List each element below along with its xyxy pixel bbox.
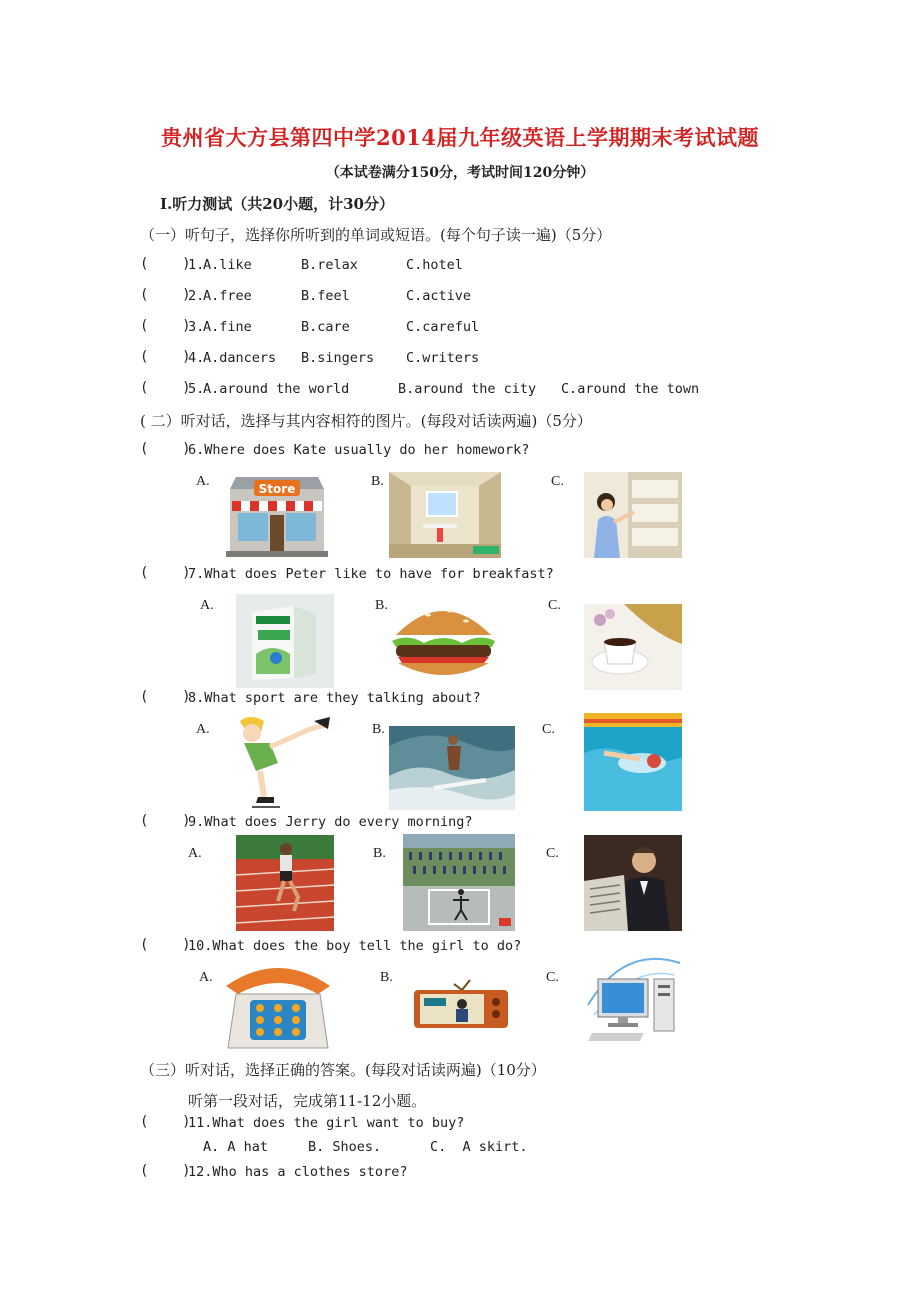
option-label-b: B. (373, 846, 386, 861)
question-number: 5. (188, 381, 205, 397)
option-label-a: A. (188, 846, 202, 861)
option-label-b: B. (375, 598, 388, 613)
answer-blank[interactable]: ( ) (140, 937, 191, 953)
part3-heading: （三）听对话，选择正确的答案。(每段对话读两遍)（10分） (140, 1061, 546, 1079)
morning-exercise-icon[interactable] (403, 834, 515, 931)
part1-heading: （一）听句子，选择你所听到的单词或短语。(每个句子读一遍)（5分） (140, 226, 612, 244)
option-label-b: B. (380, 970, 393, 985)
section1-heading: Ⅰ.听力测试（共20小题，计30分） (160, 195, 394, 213)
option-c: C.writers (406, 350, 480, 366)
surfing-icon[interactable] (389, 726, 515, 810)
option-a: A. A hat (203, 1139, 269, 1155)
option-a: A.free (203, 288, 252, 304)
question-text: 12.Who has a clothes store? (188, 1164, 408, 1180)
option-label-a: A. (200, 598, 214, 613)
running-icon[interactable] (236, 835, 334, 931)
answer-blank[interactable]: ( ) (140, 565, 191, 581)
question-number: 2. (188, 288, 205, 304)
television-icon[interactable] (410, 976, 512, 1032)
option-c: C.active (406, 288, 472, 304)
option-c: C.around the town (561, 381, 700, 397)
store-sign-text: Store (258, 482, 296, 496)
question-number: 3. (188, 319, 205, 335)
study-room-icon[interactable] (389, 472, 501, 558)
dialog1-intro: 听第一段对话，完成第11-12小题。 (188, 1092, 427, 1110)
option-c: C.careful (406, 319, 480, 335)
store-icon[interactable] (222, 471, 332, 559)
option-label-b: B. (371, 474, 384, 489)
question-number: 4. (188, 350, 205, 366)
option-a: A.fine (203, 319, 252, 335)
option-b: B.care (301, 319, 350, 335)
question-text: 11.What does the girl want to buy? (188, 1115, 465, 1131)
answer-blank[interactable]: ( ) (140, 1114, 191, 1130)
option-label-c: C. (542, 722, 555, 737)
option-label-b: B. (372, 722, 385, 737)
answer-blank[interactable]: ( ) (140, 813, 191, 829)
option-label-a: A. (199, 970, 213, 985)
coffee-cup-icon[interactable] (584, 604, 682, 690)
question-text: 8.What sport are they talking about? (188, 690, 481, 706)
answer-blank[interactable]: ( ) (140, 256, 191, 272)
swimming-icon[interactable] (584, 713, 682, 811)
telephone-icon[interactable] (220, 956, 336, 1052)
option-b: B.relax (301, 257, 358, 273)
option-label-a: A. (196, 474, 210, 489)
option-c: C. A skirt. (430, 1139, 528, 1155)
answer-blank[interactable]: ( ) (140, 349, 191, 365)
question-text: 10.What does the boy tell the girl to do? (188, 938, 522, 954)
option-a: A.dancers (203, 350, 277, 366)
answer-blank[interactable]: ( ) (140, 441, 191, 457)
milk-carton-icon[interactable] (236, 594, 334, 688)
option-a: A.like (203, 257, 252, 273)
question-number: 1. (188, 257, 205, 273)
option-label-a: A. (196, 722, 210, 737)
answer-blank[interactable]: ( ) (140, 287, 191, 303)
answer-blank[interactable]: ( ) (140, 380, 191, 396)
answer-blank[interactable]: ( ) (140, 689, 191, 705)
option-b: B.feel (301, 288, 350, 304)
option-label-c: C. (546, 846, 559, 861)
option-b: B.singers (301, 350, 375, 366)
question-text: 6.Where does Kate usually do her homework? (188, 442, 530, 458)
computer-icon[interactable] (584, 955, 684, 1045)
option-label-c: C. (551, 474, 564, 489)
question-text: 7.What does Peter like to have for breakfast? (188, 566, 554, 582)
page-subtitle: （本试卷满分150分，考试时间120分钟） (325, 165, 595, 181)
hamburger-icon[interactable] (388, 593, 499, 687)
option-a: A.around the world (203, 381, 350, 397)
option-label-c: C. (548, 598, 561, 613)
part2-heading: ( 二）听对话，选择与其内容相符的图片。(每段对话读两遍)（5分） (140, 412, 592, 430)
page-title: 贵州省大方县第四中学2014届九年级英语上学期期末考试试题 (161, 125, 759, 150)
answer-blank[interactable]: ( ) (140, 318, 191, 334)
option-label-c: C. (546, 970, 559, 985)
question-text: 9.What does Jerry do every morning? (188, 814, 473, 830)
option-c: C.hotel (406, 257, 463, 273)
newspaper-reading-icon[interactable] (584, 835, 682, 931)
library-girl-icon[interactable] (584, 472, 682, 558)
option-b: B. Shoes. (308, 1139, 382, 1155)
option-b: B.around the city (398, 381, 537, 397)
answer-blank[interactable]: ( ) (140, 1163, 191, 1179)
skating-icon[interactable] (230, 713, 336, 811)
